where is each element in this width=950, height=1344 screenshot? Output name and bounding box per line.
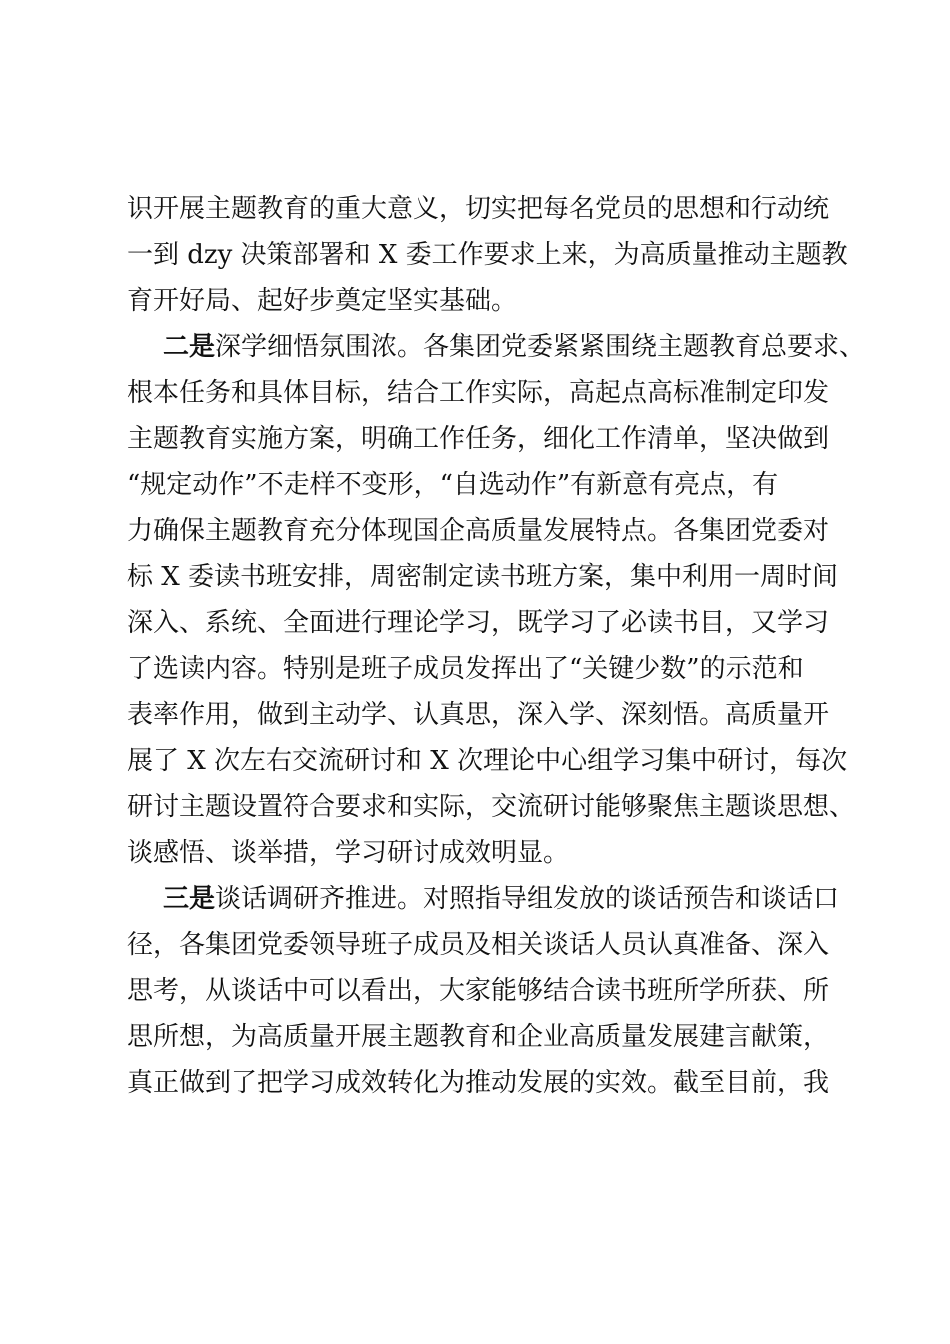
paragraph-3-line-5: 真正做到了把学习成效转化为推动发展的实效。截至目前，我 <box>127 1068 830 1098</box>
paragraph-1-line-2: 一到 dzy 决策部署和 X 委工作要求上来，为高质量推动主题教 <box>127 240 848 270</box>
paragraph-3-lead: 三是 <box>163 884 216 914</box>
paragraph-3-line-3: 思考，从谈话中可以看出，大家能够结合读书班所学所获、所 <box>127 976 830 1006</box>
paragraph-2-line-4: “规定动作”不走样不变形，“自选动作”有新意有亮点，有 <box>127 470 779 500</box>
paragraph-2-line-10: 展了 X 次左右交流研讨和 X 次理论中心组学习集中研讨，每次 <box>127 746 848 776</box>
paragraph-2-lead: 二是 <box>163 332 216 362</box>
paragraph-2-line-2: 根本任务和具体目标，结合工作实际，高起点高标准制定印发 <box>127 378 830 408</box>
paragraph-2-line-5: 力确保主题教育充分体现国企高质量发展特点。各集团党委对 <box>127 516 830 546</box>
paragraph-2-line-6: 标 X 委读书班安排，周密制定读书班方案，集中利用一周时间 <box>127 562 839 592</box>
paragraph-1-line-3: 育开好局、起好步奠定坚实基础。 <box>127 286 518 316</box>
paragraph-2-line-1-text: 深学细悟氛围浓。各集团党委紧紧围绕主题教育总要求、 <box>215 332 866 362</box>
paragraph-2-line-1 <box>163 324 865 370</box>
paragraph-2-line-7: 深入、系统、全面进行理论学习，既学习了必读书目，又学习 <box>127 608 830 638</box>
paragraph-2-line-9: 表率作用，做到主动学、认真思，深入学、深刻悟。高质量开 <box>127 700 830 730</box>
paragraph-3-line-1 <box>163 876 839 922</box>
paragraph-1-line-1: 识开展主题教育的重大意义，切实把每名党员的思想和行动统 <box>127 194 830 224</box>
paragraph-2-line-3: 主题教育实施方案，明确工作任务，细化工作清单，坚决做到 <box>127 424 830 454</box>
paragraph-2-line-8: 了选读内容。特别是班子成员发挥出了“关键少数”的示范和 <box>127 654 804 684</box>
paragraph-3-line-4: 思所想，为高质量开展主题教育和企业高质量发展建言献策， <box>127 1022 830 1052</box>
paragraph-2-line-11: 研讨主题设置符合要求和实际，交流研讨能够聚焦主题谈思想、 <box>127 792 856 822</box>
paragraph-3-line-2: 径，各集团党委领导班子成员及相关谈话人员认真准备、深入 <box>127 930 830 960</box>
paragraph-3-line-1-text: 谈话调研齐推进。对照指导组发放的谈话预告和谈话口 <box>215 884 840 914</box>
paragraph-2-line-12: 谈感悟、谈举措，学习研讨成效明显。 <box>127 838 570 868</box>
